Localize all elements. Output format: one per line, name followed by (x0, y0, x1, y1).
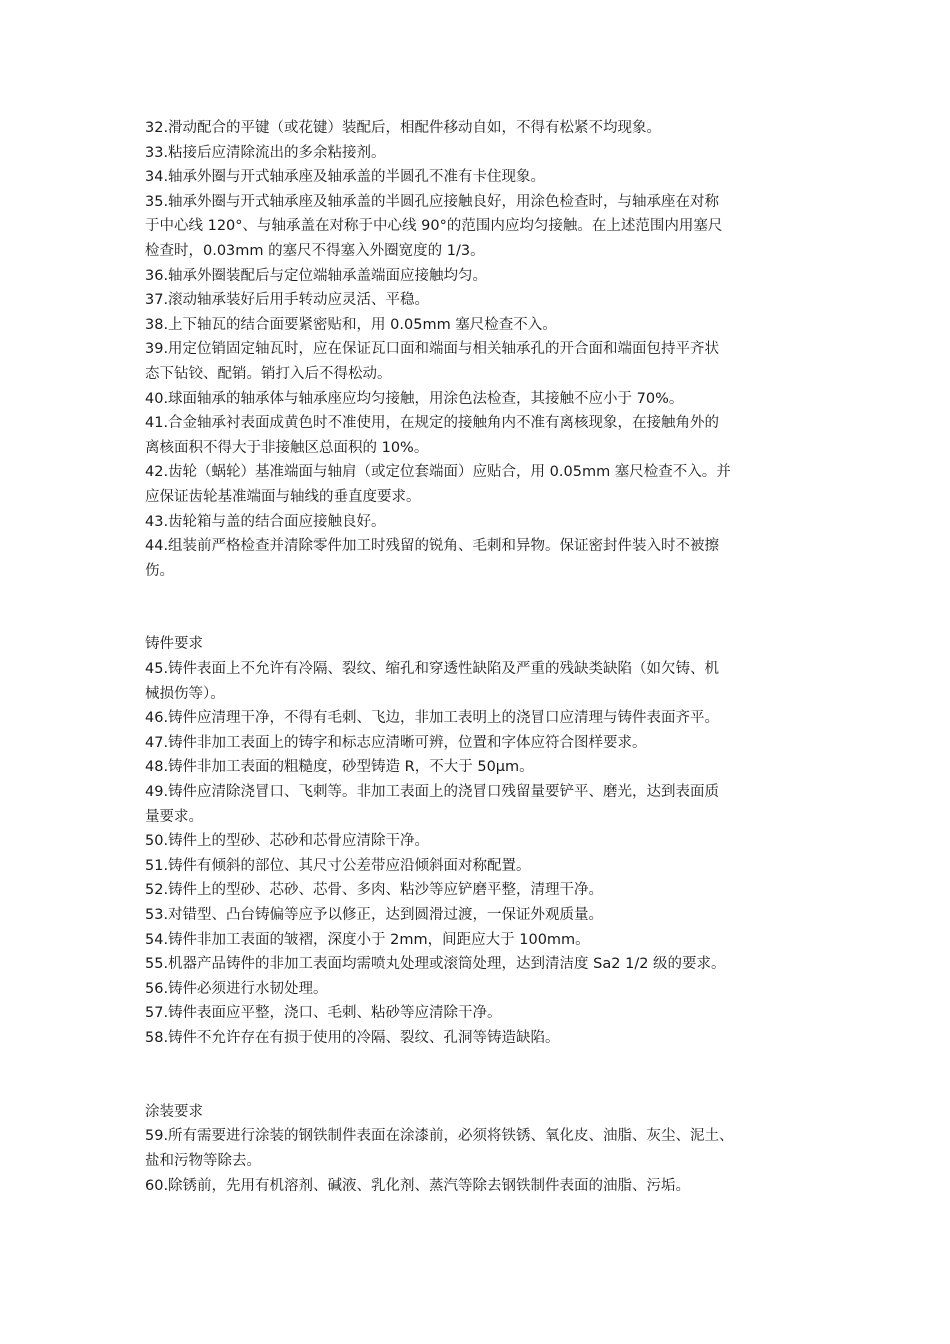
text-line: 量要求。 (145, 808, 203, 825)
text-line: 48.铸件非加工表面的粗糙度，砂型铸造 R，不大于 50μm。 (145, 759, 534, 776)
text-line: 39.用定位销固定轴瓦时，应在保证瓦口面和端面与相关轴承孔的开合面和端面包持平齐状 (145, 341, 720, 358)
text-line: 59.所有需要进行涂装的钢铁制件表面在涂漆前，必须将铁锈、氧化皮、油脂、灰尘、泥土、 (145, 1128, 734, 1145)
text-line: 34.轴承外圈与开式轴承座及轴承盖的半圆孔不准有卡住现象。 (145, 169, 546, 186)
text-line: 38.上下轴瓦的结合面要紧密贴和，用 0.05mm 塞尺检查不入。 (145, 316, 557, 333)
text-line: 41.合金轴承衬表面成黄色时不准使用，在规定的接触角内不准有离核现象，在接触角外的 (145, 415, 720, 432)
text-line: 35.轴承外圈与开式轴承座及轴承盖的半圆孔应接触良好，用涂色检查时，与轴承座在对称 (145, 193, 720, 210)
coating-requirements-section (145, 1100, 810, 1198)
text-line: 械损伤等）。 (145, 685, 225, 702)
text-line: 于中心线 120°、与轴承盖在对称于中心线 90°的范围内应均匀接触。在上述范围内用塞尺 (145, 218, 723, 235)
text-line: 51.铸件有倾斜的部位、其尺寸公差带应沿倾斜面对称配置。 (145, 857, 531, 874)
text-line: 50.铸件上的型砂、芯砂和芯骨应清除干净。 (145, 833, 430, 850)
document-page (145, 116, 810, 1198)
text-line: 检查时，0.03mm 的塞尺不得塞入外圈宽度的 1/3。 (145, 242, 485, 259)
text-line: 离核面积不得大于非接触区总面积的 10%。 (145, 439, 429, 456)
text-line: 47.铸件非加工表面上的铸字和标志应清晰可辨，位置和字体应符合图样要求。 (145, 734, 647, 751)
text-line: 伤。 (145, 562, 174, 579)
text-line: 态下钻铰、配销。销打入后不得松动。 (145, 365, 392, 382)
text-line: 43.齿轮箱与盖的结合面应接触良好。 (145, 513, 386, 530)
text-line: 52.铸件上的型砂、芯砂、芯骨、多肉、粘沙等应铲磨平整，清理干净。 (145, 882, 604, 899)
text-line: 54.铸件非加工表面的皱褶，深度小于 2mm，间距应大于 100mm。 (145, 931, 590, 948)
section-heading: 涂装要求 (145, 1103, 203, 1120)
text-line: 46.铸件应清理干净，不得有毛刺、飞边，非加工表明上的浇冒口应清理与铸件表面齐平。 (145, 710, 720, 727)
text-line: 44.组装前严格检查并清除零件加工时残留的锐角、毛刺和异物。保证密封件装入时不被擦 (145, 538, 720, 555)
text-line: 58.铸件不允许存在有损于使用的冷隔、裂纹、孔洞等铸造缺陷。 (145, 1029, 560, 1046)
text-line: 应保证齿轮基准端面与轴线的垂直度要求。 (145, 488, 421, 505)
section-heading: 铸件要求 (145, 636, 203, 653)
text-line: 36.轴承外圈装配后与定位端轴承盖端面应接触均匀。 (145, 267, 488, 284)
text-line: 53.对错型、凸台铸偏等应予以修正，达到圆滑过渡，一保证外观质量。 (145, 907, 604, 923)
casting-requirements-section (145, 632, 810, 1050)
text-line: 60.除锈前，先用有机溶剂、碱液、乳化剂、蒸汽等除去钢铁制件表面的油脂、污垢。 (145, 1177, 691, 1194)
text-line: 42.齿轮（蜗轮）基准端面与轴肩（或定位套端面）应贴合，用 0.05mm 塞尺检查不入。并 (145, 464, 731, 481)
assembly-requirements-section (145, 116, 810, 583)
section-spacer (145, 583, 810, 632)
text-line: 55.机器产品铸件的非加工表面均需喷丸处理或滚筒处理，达到清洁度 Sa2 1/2 级的要求。 (145, 956, 726, 973)
text-line: 49.铸件应清除浇冒口、飞刺等。非加工表面上的浇冒口残留量要铲平、磨光，达到表面质 (145, 784, 720, 801)
text-line: 57.铸件表面应平整，浇口、毛刺、粘砂等应清除干净。 (145, 1005, 502, 1022)
text-line: 37.滚动轴承装好后用手转动应灵活、平稳。 (145, 292, 430, 309)
section-spacer (145, 1051, 810, 1100)
text-line: 56.铸件必须进行水韧处理。 (145, 980, 328, 997)
text-line: 33.粘接后应清除流出的多余粘接剂。 (145, 144, 386, 161)
text-line: 45.铸件表面上不允许有冷隔、裂纹、缩孔和穿透性缺陷及严重的残缺类缺陷（如欠铸、机 (145, 661, 720, 678)
text-line: 32.滑动配合的平键（或花键）装配后，相配件移动自如，不得有松紧不均现象。 (145, 120, 662, 136)
text-line: 盐和污物等除去。 (145, 1152, 261, 1169)
text-line: 40.球面轴承的轴承体与轴承座应均匀接触，用涂色法检查，其接触不应小于 70%。 (145, 390, 684, 407)
